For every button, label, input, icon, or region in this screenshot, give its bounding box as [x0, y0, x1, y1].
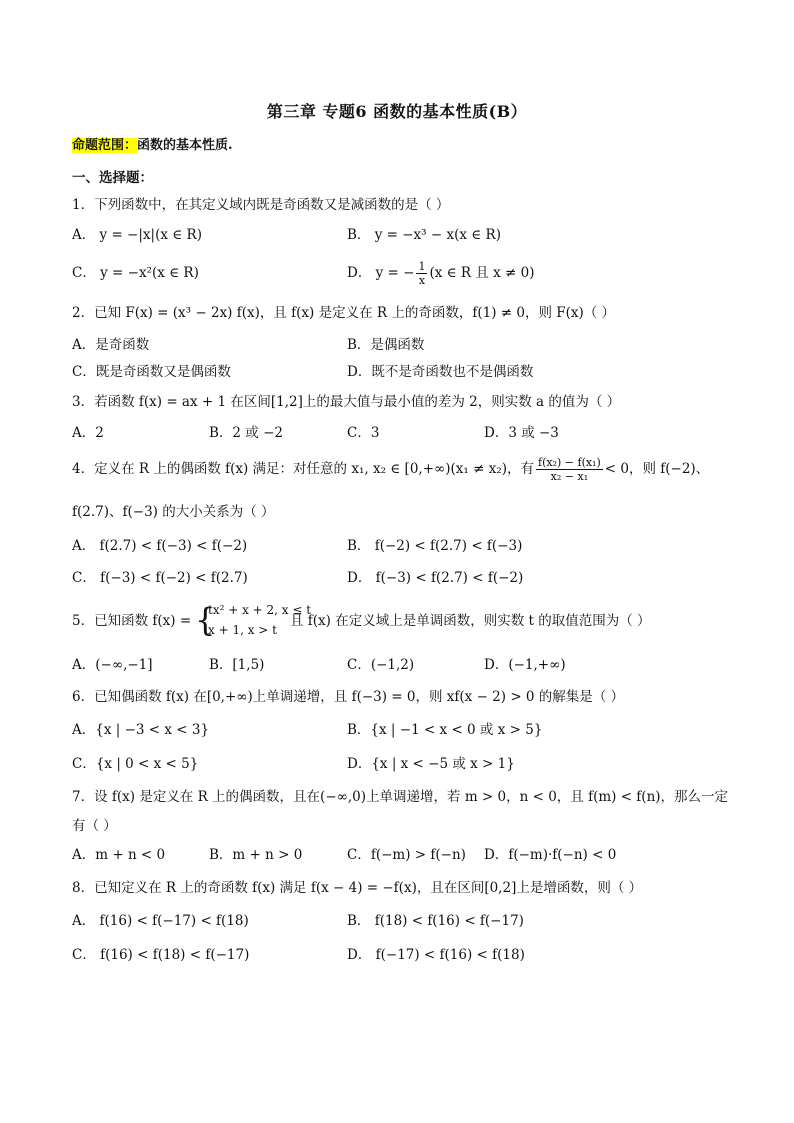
question-8-option-d: D． f(−17) < f(16) < f(18) — [347, 947, 525, 963]
question-4-option-d: D． f(−3) < f(2.7) < f(−2) — [347, 570, 524, 586]
question-4-stem — [72, 452, 709, 486]
question-5-stem-prefix: 5．已知函数 f(x) = — [72, 613, 192, 629]
question-8-option-c: C． f(16) < f(18) < f(−17) — [72, 947, 250, 963]
question-4-stem-prefix: 4．定义在 R 上的偶函数 f(x) 满足：对任意的 x₁, x₂ ∈ [0,+∞)(x₁ ≠ x₂)，有 — [72, 461, 535, 477]
question-2-stem: 2．已知 F(x) = (x³ − 2x) f(x)，且 f(x) 是定义在 R 上的奇函数，f(1) ≠ 0，则 F(x)（ ） — [72, 305, 616, 321]
fraction-denominator: x₂ − x₁ — [550, 470, 589, 483]
question-5-stem-suffix: 且 f(x) 在定义域上是单调函数，则实数 t 的取值范围为（ ） — [290, 613, 651, 629]
question-6-stem: 6．已知偶函数 f(x) 在[0,+∞)上单调递增，且 f(−3) = 0，则 xf(x − 2) > 0 的解集是（ ） — [72, 689, 625, 705]
fraction-numerator: 1 — [418, 260, 426, 273]
question-4-option-a: A． f(2.7) < f(−3) < f(−2) — [72, 538, 248, 554]
question-4-stem-suffix: < 0，则 f(−2)、 — [604, 461, 710, 477]
question-1-stem: 1．下列函数中，在其定义域内既是奇函数又是减函数的是（ ） — [72, 197, 450, 213]
question-6-option-b: B．{x | −1 < x < 0 或 x > 5} — [347, 722, 543, 738]
question-3-stem: 3．若函数 f(x) = ax + 1 在区间[1,2]上的最大值与最小值的差为 2，则实数 a 的值为（ ） — [72, 394, 621, 410]
question-2-option-d: D．既不是奇函数也不是偶函数 — [347, 364, 534, 380]
question-7-stem-line-2: 有（ ） — [72, 818, 117, 834]
question-1-option-d-suffix: (x ∈ R 且 x ≠ 0) — [429, 265, 535, 281]
question-5-option-d: D．(−1,+∞) — [484, 657, 566, 673]
question-4-stem-line-2: f(2.7)、f(−3) 的大小关系为（ ） — [72, 504, 275, 520]
scope-label: 命题范围： — [72, 138, 138, 153]
question-6-option-c: C．{x | 0 < x < 5} — [72, 756, 199, 772]
piecewise-brace-icon: { — [195, 601, 216, 639]
section-heading: 一、选择题： — [72, 170, 153, 186]
question-5-option-b: B．[1,5) — [209, 657, 265, 673]
question-1-option-a: A． y = −|x|(x ∈ R) — [72, 227, 202, 243]
scope-line — [72, 134, 233, 153]
question-5-option-c: C．(−1,2) — [347, 657, 415, 673]
question-6-option-a: A．{x | −3 < x < 3} — [72, 722, 210, 738]
question-2-option-c: C．既是奇函数又是偶函数 — [72, 364, 231, 380]
scope-text: 函数的基本性质. — [137, 138, 233, 153]
fraction-numerator: f(x₂) − f(x₁) — [538, 456, 601, 469]
question-1-option-c: C． y = −x²(x ∈ R) — [72, 265, 199, 281]
question-2-option-b: B．是偶函数 — [347, 337, 425, 353]
question-4-option-b: B． f(−2) < f(2.7) < f(−3) — [347, 538, 523, 554]
question-8-option-b: B． f(18) < f(16) < f(−17) — [347, 913, 524, 929]
question-7-option-b: B．m + n > 0 — [209, 847, 303, 863]
question-5-option-a: A．(−∞,−1] — [72, 657, 153, 673]
question-1-option-b: B． y = −x³ − x(x ∈ R) — [347, 227, 501, 243]
question-8-stem: 8．已知定义在 R 上的奇函数 f(x) 满足 f(x − 4) = −f(x)，且在区间[0,2]上是增函数，则（ ） — [72, 880, 643, 896]
question-7-stem: 7．设 f(x) 是定义在 R 上的偶函数，且在(−∞,0)上单调递增，若 m > 0，n < 0，且 f(m) < f(n)，那么一定 — [72, 789, 729, 805]
question-3-option-c: C．3 — [347, 425, 380, 441]
question-5-piece-1: tx² + x + 2, x ≤ t — [208, 603, 312, 617]
question-5-piece-2: x + 1, x > t — [208, 623, 277, 637]
question-7-option-c: C．f(−m) > f(−n) — [347, 847, 466, 863]
fraction-denominator: x — [418, 274, 426, 287]
question-1-option-d — [347, 256, 535, 290]
question-6-option-d: D．{x | x < −5 或 x > 1} — [347, 756, 515, 772]
question-1-option-d-prefix: D． y = − — [347, 265, 415, 281]
question-3-option-d: D．3 或 −3 — [484, 425, 559, 441]
question-4-option-c: C． f(−3) < f(−2) < f(2.7) — [72, 570, 248, 586]
question-1-option-d-fraction — [416, 260, 427, 287]
question-2-option-a: A．是奇函数 — [72, 337, 150, 353]
question-7-option-d: D．f(−m)·f(−n) < 0 — [484, 847, 617, 863]
page-title: 第三章 专题6 函数的基本性质(B） — [266, 102, 528, 121]
question-8-option-a: A． f(16) < f(−17) < f(18) — [72, 913, 249, 929]
question-7-option-a: A．m + n < 0 — [72, 847, 166, 863]
question-3-option-b: B．2 或 −2 — [209, 425, 283, 441]
question-3-option-a: A．2 — [72, 425, 104, 441]
question-4-fraction — [536, 456, 603, 483]
